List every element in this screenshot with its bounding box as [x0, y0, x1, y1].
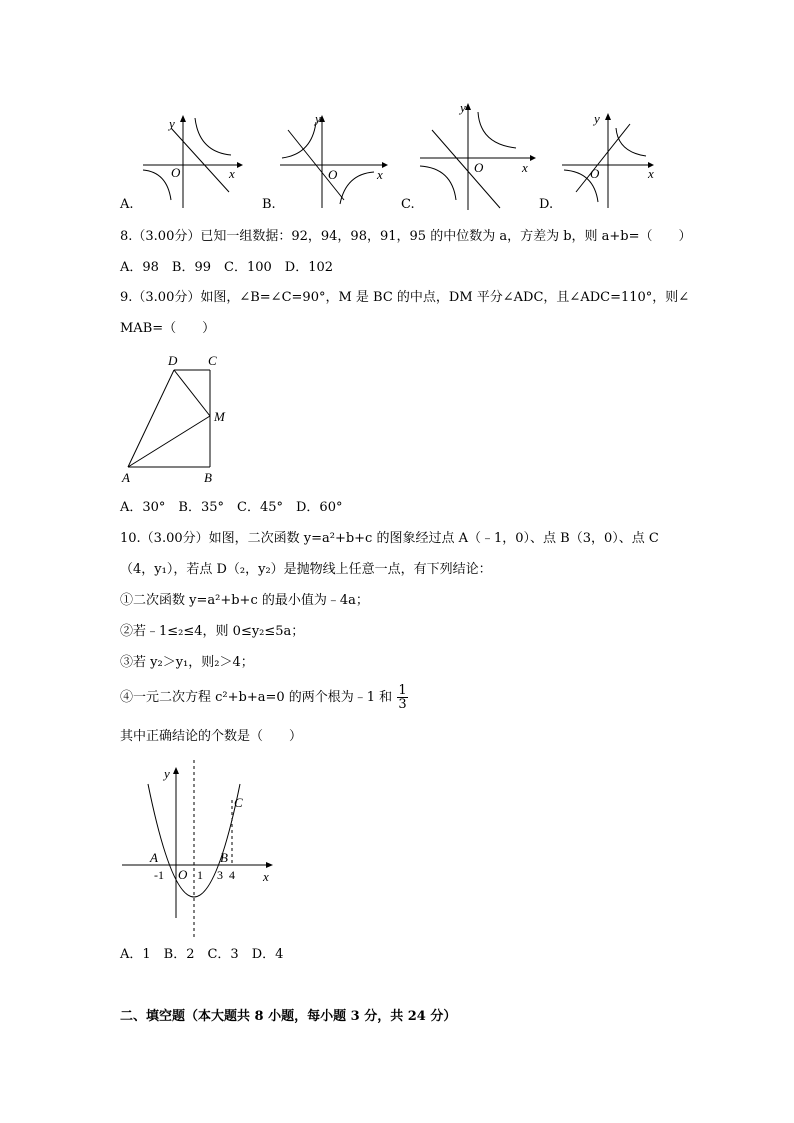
- q7b-y-label: y: [315, 111, 321, 126]
- q7c-x-label: x: [522, 160, 528, 175]
- q10-conclusion-4-text: ④一元二次方程 c²+b+a=0 的两个根为﹣1 和: [120, 690, 393, 705]
- q7d-x-label: x: [648, 166, 654, 181]
- q10-x-label: x: [263, 869, 269, 884]
- q7-graph-b: [278, 110, 398, 210]
- q7-option-d: D.: [539, 197, 554, 212]
- q7-option-a: A.: [120, 197, 134, 212]
- q7b-x-label: x: [377, 167, 383, 182]
- q10-question: 其中正确结论的个数是（ ）: [120, 729, 303, 744]
- section-2-title: 二、填空题（本大题共 8 小题，每小题 3 分，共 24 分）: [120, 1009, 457, 1024]
- q9-stem-line1: 9.（3.00分）如图，∠B=∠C=90°，M 是 BC 的中点，DM 平分∠ADC，且∠ADC=110°，则∠: [120, 290, 690, 305]
- q10-fraction: [397, 684, 407, 711]
- q7-graph-a: [135, 110, 255, 210]
- q10-label-c: C: [234, 795, 243, 810]
- q9-label-b: B: [204, 470, 212, 485]
- q9-label-m: M: [214, 409, 225, 424]
- q9-label-c: C: [208, 353, 217, 368]
- q9-label-a: A: [122, 470, 130, 485]
- q10-conclusion-2: ②若﹣1≤₂≤4，则 0≤y₂≤5a；: [120, 624, 305, 639]
- q10-conclusion-3: ③若 y₂＞y₁，则₂＞4；: [120, 655, 254, 670]
- q7a-y-label: y: [169, 116, 175, 131]
- q10-fraction-den: 3: [398, 697, 407, 712]
- q7-graph-c: [418, 100, 548, 210]
- q7d-origin: O: [590, 166, 600, 181]
- q10-tick-3: 3: [217, 868, 223, 882]
- q8-choices: A．98 B．99 C．100 D．102: [120, 260, 334, 275]
- q7a-x-label: x: [229, 166, 235, 181]
- q10-stem-line2: （4，y₁），若点 D（₂，y₂）是抛物线上任意一点，有下列结论：: [120, 562, 492, 577]
- q7c-y-label: y: [460, 100, 466, 115]
- q7a-origin: O: [171, 165, 181, 180]
- q10-label-a: A: [150, 850, 158, 865]
- q8-stem: 8.（3.00分）已知一组数据：92，94，98，91，95 的中位数为 a，方差为 b，则 a+b=（ ）: [120, 229, 692, 244]
- q10-tick-minus1: -1: [154, 868, 164, 882]
- q10-tick-1: 1: [197, 868, 203, 882]
- q7b-origin: O: [328, 167, 338, 182]
- q10-conclusion-1: ①二次函数 y=a²+b+c 的最小值为﹣4a；: [120, 593, 369, 608]
- q10-tick-4: 4: [229, 868, 235, 882]
- q9-label-d: D: [168, 353, 178, 368]
- q10-fraction-num: 1: [398, 683, 407, 698]
- q10-choices: A．1 B．2 C．3 D．4: [120, 947, 284, 962]
- q7c-origin: O: [474, 160, 484, 175]
- q7-graph-d: [560, 110, 680, 210]
- q10-label-b: B: [220, 850, 228, 865]
- q10-stem-line1: 10.（3.00分）如图，二次函数 y=a²+b+c 的图象经过点 A（﹣1，0）、点 B（3，0）、点 C: [120, 531, 659, 546]
- q10-conclusion-4: [120, 684, 408, 711]
- q10-y-label: y: [164, 766, 170, 781]
- q10-graph: [118, 760, 288, 945]
- q9-figure: [118, 352, 248, 485]
- q9-stem-line2: MAB=（ ）: [120, 321, 216, 336]
- q10-origin: O: [178, 867, 188, 882]
- q7-option-c: C.: [401, 197, 415, 212]
- q9-choices: A．30° B．35° C．45° D．60°: [120, 500, 343, 515]
- q7-option-b: B.: [262, 197, 276, 212]
- q7d-y-label: y: [594, 111, 600, 126]
